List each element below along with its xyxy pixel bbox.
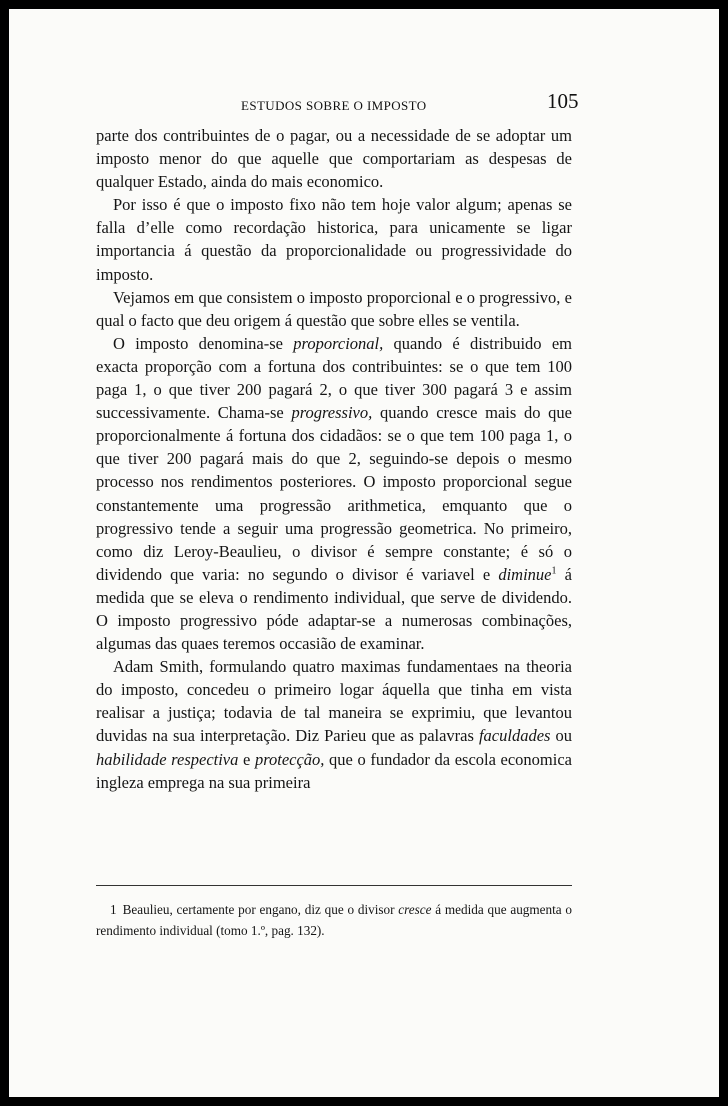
- footnote-italic: cresce: [398, 902, 432, 917]
- italic-term: diminue: [498, 564, 552, 584]
- text-run: quando cresce mais do que proporcionalmente á fortuna dos cidadãos: se o que tem 100 paga 1, o que tiver 200 pagará mais do que 2, seguindo-se depois o mesmo processo nos rendimentos posteriores. O imposto proporcional segue constantemente uma progressão arithmetica, emquanto que o progressivo tende a seguir uma progressão geometrica. No primeiro, como diz Leroy-Beaulieu, o divisor é sempre constante; é só o dividendo que varia: no segundo o divisor é variavel e: [96, 403, 572, 584]
- italic-term: faculdades: [478, 726, 551, 746]
- text-run: Adam Smith, formulando quatro maximas fundamentaes na theoria do imposto, concedeu o primeiro logar áquella que tinha em vista realisar a justiça; todavia de tal maneira se exprimiu, que levantou duvidas na sua interpretação. Diz Parieu que as palavras: [96, 657, 572, 746]
- italic-term: protecção,: [254, 749, 325, 769]
- footnote-divider: [96, 885, 572, 886]
- paragraph-1: parte dos contribuintes de o pagar, ou a necessidade de se adoptar um imposto menor do que aquelle que comportariam as despesas de qualquer Estado, ainda do mais economico.: [96, 126, 572, 192]
- footnote-marker: 1: [551, 565, 557, 577]
- footnote-text: Beaulieu, certamente por engano, diz que o divisor: [122, 902, 399, 917]
- text-run: que o fundador da escola economica ingleza emprega na sua primeira: [96, 749, 572, 792]
- footnote-text: á medida que augmenta o rendimento individual (tomo 1.º, pag. 132).: [96, 902, 572, 938]
- text-run: quando é distribuido em exacta proporção com a fortuna dos contribuintes: se o que tem 100 paga 1, o que tiver 200 pagará 2, o que tiver 300 pagará 3 e assim successivamente. Chama-se: [96, 333, 572, 423]
- paragraph-3: Vejamos em que consistem o imposto proporcional e o progressivo, e qual o facto que deu origem á questão que sobre elles se ventila.: [96, 287, 572, 330]
- italic-term: progressivo,: [291, 403, 373, 423]
- paragraph-5: [96, 655, 572, 794]
- text-run: ou: [550, 726, 573, 746]
- italic-term: proporcional,: [293, 333, 384, 353]
- italic-term: habilidade respectiva: [96, 749, 239, 769]
- footnote: [96, 899, 572, 941]
- body-text: [96, 124, 572, 794]
- paragraph-4: [96, 332, 572, 655]
- text-run: O imposto denomina-se: [113, 333, 294, 353]
- running-title: ESTUDOS SOBRE O IMPOSTO: [241, 98, 427, 113]
- text-run: e: [238, 749, 255, 769]
- paragraph-2: Por isso é que o imposto fixo não tem hoje valor algum; apenas se falla d’elle como recordação historica, para unicamente se ligar importancia á questão da proporcionalidade ou progressividade do imposto.: [96, 195, 572, 284]
- text-run: á medida que se eleva o rendimento individual, que serve de dividendo. O imposto progressivo póde adaptar-se a numerosas combinações, algumas das quaes teremos occasião de examinar.: [96, 564, 572, 654]
- footnote-number: 1: [110, 902, 117, 917]
- book-page: [9, 9, 719, 1097]
- page-number: 105: [547, 89, 579, 113]
